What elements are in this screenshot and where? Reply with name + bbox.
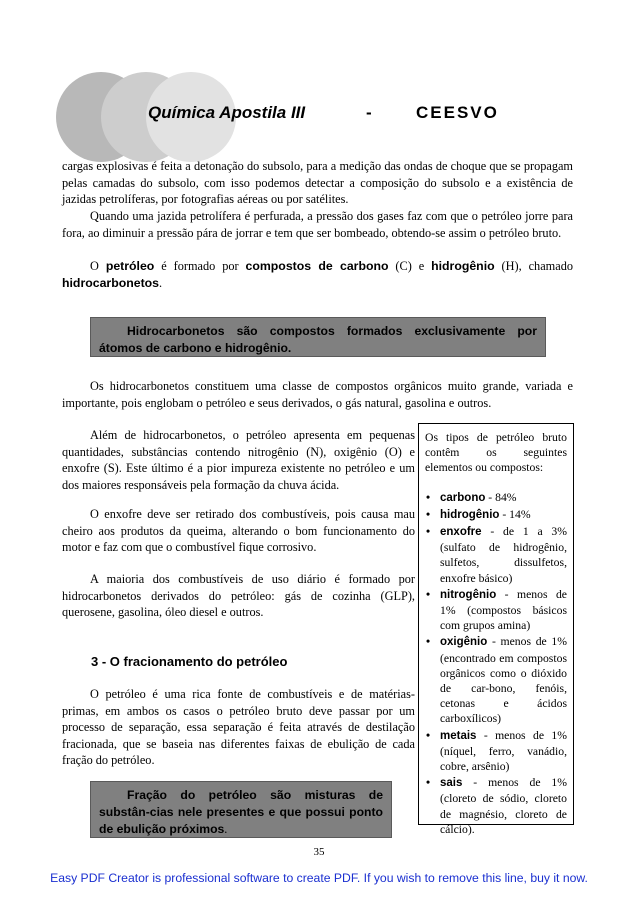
list-item: • sais - menos de 1% (cloreto de sódio, cloreto de magnésio, cloreto de cálcio). <box>426 776 567 836</box>
list-item: • hidrogênio - 14% <box>426 507 531 521</box>
definition-box <box>90 781 392 838</box>
list-item: • enxofre - de 1 a 3% (sulfato de hidrogênio, sulfetos, dissulfetos, enxofre básico) <box>426 525 567 585</box>
list-item: • nitrogênio - menos de 1% (compostos básicos com grupos amina) <box>426 587 567 633</box>
watermark-footer: Easy PDF Creator is professional software to create PDF. If you wish to remove this line, buy it now. <box>50 871 588 885</box>
section-title: 3 - O fracionamento do petróleo <box>91 654 288 669</box>
paragraph: A maioria dos combustíveis de uso diário é formado por hidrocarbonetos derivados do petróleo: gás de cozinha (GLP), querosene, gasolina, óleo diesel e outros. <box>62 572 415 619</box>
list-item: • oxigênio - menos de 1% (encontrado em compostos orgânicos como o dióxido de car-bono, fenóis, cetonas e ácidos carboxílicos) <box>426 635 567 726</box>
term-petroleo: petróleo <box>105 259 155 273</box>
paragraph: Os hidrocarbonetos constituem uma classe de compostos orgânicos muito grande, variada e importante, pois englobam o petróleo e seus derivados, o gás natural, gasolina e outros. <box>62 379 573 410</box>
page-number: 35 <box>313 846 325 858</box>
list-item: • carbono - 84% <box>426 490 517 504</box>
header-separator: - <box>366 103 372 122</box>
term-hidrocarbonetos: hidrocarbonetos <box>62 275 160 290</box>
term-compostos-carbono: compostos de carbono <box>245 259 389 273</box>
definition-box <box>90 317 546 357</box>
paragraph: O petróleo é formado por compostos de carbono (C) e hidrogênio (H), chamado hidrocarbonetos. <box>62 259 573 290</box>
bullet-icon: • <box>426 728 431 742</box>
list-item: • metais - menos de 1% (níquel, ferro, vanádio, cobre, arsênio) <box>426 728 567 774</box>
bullet-icon: • <box>426 776 431 790</box>
paragraph: O enxofre deve ser retirado dos combustíveis, pois causa mau cheiro aos produtos da queima, alterando o bom funcionamento do motor e faz com que o combustível fique corrosivo. <box>62 507 415 554</box>
header-title: Química Apostila III <box>148 103 306 122</box>
header-organization: CEESVO <box>416 103 499 122</box>
petroleum-composition-sidebar <box>418 423 574 836</box>
paragraph: Além de hidrocarbonetos, o petróleo apresenta em pequenas quantidades, substâncias contendo nitrogênio (N), oxigênio (O) e enxofre (S). Este último é a pior impureza existente no petróleo e um dos maiores responsáveis pela formação da chuva ácida. <box>62 428 415 492</box>
definition-text: Hidrocarbonetos são compostos formados exclusivamente por átomos de carbono e hidrogênio. <box>99 324 537 355</box>
term-hidrogenio: hidrogênio <box>431 259 495 273</box>
bullet-icon: • <box>426 587 431 601</box>
bullet-icon: • <box>426 525 431 539</box>
definition-text: Fração do petróleo são misturas de substân-cias nele presentes e que possui ponto de ebulição próximos. <box>99 788 383 836</box>
sidebar-intro: Os tipos de petróleo bruto contêm os seguintes elementos ou compostos: <box>425 431 567 475</box>
paragraph: cargas explosivas é feita a detonação do subsolo, para a medição das ondas de choque que se propagam pelas camadas do subsolo, com isso podemos detectar a composição do subsolo e a existência de jazidas petrolíferas, por fotografias aéreas ou por satélites. <box>62 159 573 206</box>
bullet-icon: • <box>426 507 431 521</box>
composition-list <box>425 490 567 837</box>
bullet-icon: • <box>426 635 431 649</box>
paragraph: O petróleo é uma rica fonte de combustíveis e de matérias-primas, em ambos os casos o petróleo bruto deve passar por um processo de separação, essa separação é feita através de destilação fracionada, que se baseia nas diferentes faixas de ebulição de cada fração do petróleo. <box>62 687 415 767</box>
page-header <box>0 103 638 127</box>
paragraph: Quando uma jazida petrolífera é perfurada, a pressão dos gases faz com que o petróleo jorre para fora, ao diminuir a pressão pára de jorrar e tem que ser bombeado, obtendo-se assim o petróleo bruto. <box>62 209 573 240</box>
bullet-icon: • <box>426 490 431 504</box>
